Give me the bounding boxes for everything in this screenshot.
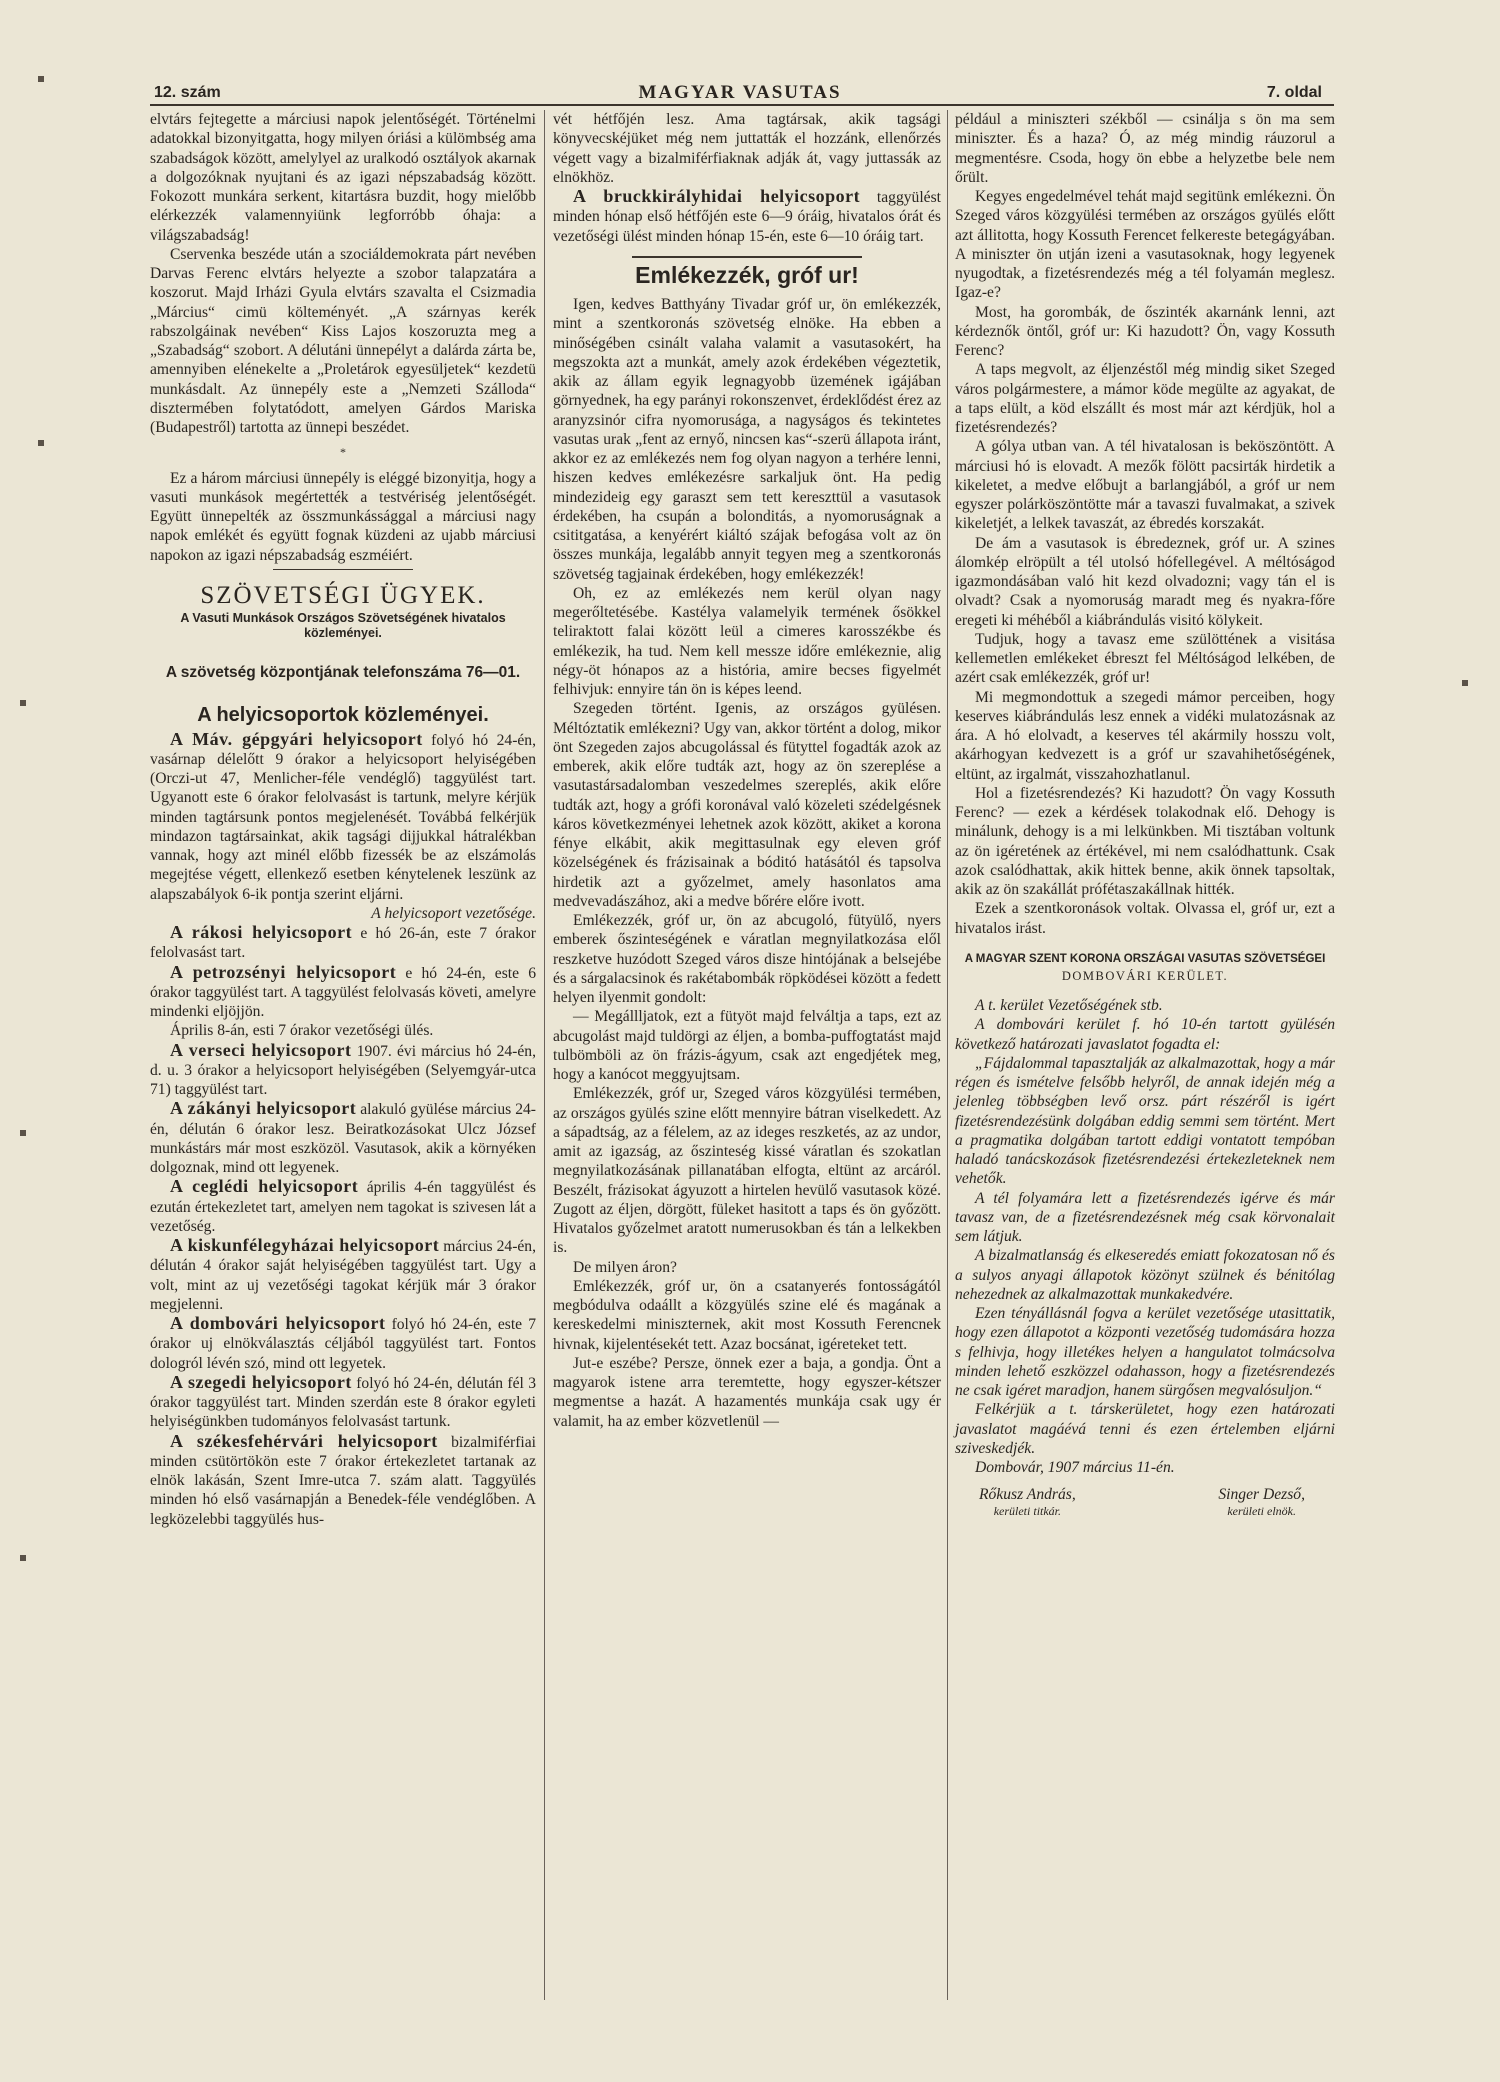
- paragraph: Április 8-án, esti 7 órakor vezetőségi ülés.: [170, 1022, 434, 1040]
- margin-mark: [38, 440, 44, 446]
- letter-paragraph: A dombovári kerület f. hó 10-én tartott gyülésén következő határozati javaslatot fogadta el:: [955, 1016, 1335, 1053]
- subheading: A helyicsoportok közleményei.: [197, 704, 489, 727]
- paragraph: Most, ha gorombák, de őszinték akarnánk lenni, azt kérdeznők öntől, gróf ur: Ki hazudott? Ön, vagy Kossuth Ferenc?: [955, 303, 1335, 359]
- letter-paragraph: „Fájdalommal tapasztalják az alkalmazottak, hogy a már régen és ismételve felsőbb helyről, de annak idején még a jelenleg többségben levő orsz. párt részéről is igért fizetésrendezésünk dolgában eddig semmi sem történt. Mert a pragmatika dolgában tartott eddigi vontatott tempóban haladó tanácskozások fizetésrendezési értekezleteknek nem vehetők.: [955, 1054, 1335, 1188]
- paragraph: Igen, kedves Batthyány Tivadar gróf ur, ön emlékezzék, mint a szentkoronás szövetség elnöke. Ha ebben a minőségében csinált valaha valamit a vasutasokért, ha megszokta azt a munkát, amely azok érdekében végeztetik, akik az állam egyik legnagyobb üzemének igájában görnyednek, ha egy parányi rokonszenvet, érdeklődést érez az aranyzsinór cifra nyomorusága, a nagyságos és tekintetes vasutas urak „fent az ernyő, nincsen kas“-szerü állapota iránt, akkor ez az emlékezés nem fog olyan nagyon a terhére lenni, hiszen kedves emlékezésre sarkaljuk önt. Ha pedig mindezideig egy garaszt sem tett kereszttül a vasutasok érdekében, ha csupán a bolonditás, a nyomoruságnak a csititgatása, a kenyérért kiáltó szájak befogása volt az ön összes munkája, legalább annyit tegyen meg a szentkoronás szövetség tagjainak érdekében, hogy emlékezzék!: [553, 296, 941, 583]
- group-notice: A szegedi helyicsoport folyó hó 24-én, délután fél 3 órakor taggyülést tart. Minden szerdán este 8 órakor egyleti helyiségünkben tudományos felolvasást tartunk.: [150, 1371, 536, 1431]
- paragraph: Emlékezzék, gróf ur, ön a csatanyerés fontosságától megbódulva odaállt a közgyülés szine elé és magának a kereskedelmi miniszternek, akit most Kossuth Ferencnek hivnak, kijelentésekét tett. Azaz bocsánat, igéreteket tett.: [553, 1277, 941, 1353]
- group-notice: A kiskunfélegyházai helyicsoport március 24-én, délután 4 órakor saját helyiségében taggyülést tart. Ugy a volt, mint az uj vezetőségi tagokat kérjük már 3 órakor megjelenni.: [150, 1235, 536, 1313]
- paragraph: Cservenka beszéde után a szociáldemokrata párt nevében Darvas Ferenc elvtárs helyezte a szobor talapzatára a koszorut. Majd Irházi Gyula elvtárs szavalta el Csizmadia „Március“ cimü költeményét. „A szárnyas kerék rabszolgáinak nevében“ Kiss Lajos koszoruzta meg a „Szabadság“ szobort. A délutáni ünnepélyt a dalárda zárta be, amennyiben elénekelte a „Proletárok egyesüljetek“ kezdetü munkásdalt. Az ünnepély este a „Nemzeti Szálloda“ disztermében folytatódott, amelyen Gárdos Mariska (Budapestről) tartotta az ünnepi beszédet.: [150, 245, 536, 436]
- divider: [632, 256, 862, 258]
- section-subtitle: A Vasuti Munkások Országos Szövetségének hivatalos közleményei.: [180, 611, 506, 640]
- group-notice: A rákosi helyicsoport e hó 26-án, este 7 órakor felolvasást tart.: [150, 922, 536, 962]
- letter-paragraph: A bizalmatlanság és elkeseredés emiatt fokozatosan nő és a sulyos anyagi állapotok közönyt szülnek és bénitólag nehezednek az alkalmazottak munkakedvére.: [955, 1247, 1335, 1303]
- divider: [273, 569, 413, 570]
- group-notice: A bruckkirályhidai helyicsoport taggyülést minden hónap első hétfőjén este 6—9 óráig, hivatalos órát és vezetőségi ülést minden hónap 15-én, este 6—10 óráig tart.: [553, 186, 941, 245]
- paragraph: Tudjuk, hogy a tavasz eme szülöttének a visitása kellemetlen emlékeket ébreszt fel Méltóságod lelkében, de azért csak emlékezzék, gróf ur!: [955, 630, 1335, 687]
- signature-president: Singer Dezső, kerületi elnök.: [1218, 1486, 1305, 1518]
- header-rule: [150, 104, 1334, 106]
- phone-notice: A szövetség központjának telefonszáma 76—01.: [165, 664, 521, 681]
- paragraph: Mi megmondottuk a szegedi mámor perceiben, hogy keserves kiábrándulás lesz ennek a vidéki mulatozásnak az ára. A hó elolvadt, a keserves tél akármily hosszu volt, akárhogyan kedvezett is a gróf ur szavahihetőségének, eltünt, az irgalmát, visszahozhatlanul.: [955, 688, 1335, 783]
- column-divider-1: [544, 110, 545, 2000]
- paragraph: Hol a fizetésrendezés? Ki hazudott? Ön vagy Kossuth Ferenc? — ezek a kérdések tolakodnak elő. Dehogy is minálunk, dehogy is a mi lelkünkben. Mi tisztában voltunk az ön igéretének az értékével, mi nem csalódhattunk. Csak azok csalódhattak, akik hittek benne, akik önnek tapsoltak, akik az ön szakállát prófétaszakállnak hitték.: [955, 784, 1335, 898]
- letter-date: Dombovár, 1907 március 11-én.: [975, 1459, 1175, 1476]
- margin-mark: [1462, 680, 1468, 686]
- letter-paragraph: Ezen tényállásnál fogva a kerület vezetősége utasittatik, hogy ezen állapotot a központi vezetőség tudomására hozza s felhivja, hogy illetékes helyen a hangulatot tolmácsolva minden lehető eszközzel odahasson, hogy a fizetésrendezés ne csak igéret maradjon, hanem sürgősen megvalósuljon.“: [955, 1305, 1335, 1399]
- letter-signatures: [955, 1485, 1335, 1517]
- margin-mark: [38, 76, 44, 82]
- paragraph: Szegeden történt. Igenis, az országos gyülésen. Méltóztatik emlékezni? Ugy van, akkor történt a dolog, mikor önt Szegeden zajos abcugolással és fütyttel fogadták azok az emberek, akik előre tudták azt, hogy az ön szereplése a vasutastársadalomban veszedelmes szereplés, akik előre tudták azt, hogy a grófi koronával való közeleti szédelgésnek káros következményei lehetnek azok között, akiket a korona fénye elkábit, akik megittasulnak egy eleven gróf közelségének és frázisainak a bóditó hatásától és tapsolva hirdetik azt a győzelmet, amely hasonlatos ama medvevadászához, aki a medve bőrére előre ivott.: [553, 700, 941, 910]
- letterhead-district: DOMBOVÁRI KERÜLET.: [1061, 968, 1229, 983]
- group-notice: A petrozsényi helyicsoport e hó 24-én, este 6 órakor taggyülést tart. A taggyülést felolvasás követi, amelyre mindenki eljöjjön.: [150, 961, 537, 1020]
- column-3: [955, 110, 1335, 1518]
- group-notice: A dombovári helyicsoport folyó hó 24-én, este 7 órakor uj elnökválasztás céljából taggyülést tart. Fontos dologról lévén szó, mind ott legyetek.: [150, 1313, 536, 1372]
- letter-body: [955, 996, 1335, 1477]
- paragraph: A gólya utban van. A tél hivatalosan is beköszöntött. A márciusi hó is elovadt. A mezők fölött pacsirták hirdetik a kikeletet, a medve előbujt a barlangjából, a gróf ur nem egyszer polárköszöntötte már a tavaszi fuvalmakat, a szivek kikeletjét, a lelkek tavaszát, az ébredés korszakát.: [955, 438, 1335, 533]
- paragraph: Ezek a szentkoronások voltak. Olvassa el, gróf ur, ezt a hivatalos irást.: [955, 900, 1335, 937]
- margin-mark: [20, 1555, 26, 1561]
- margin-mark: [20, 1130, 26, 1136]
- group-signature: A helyicsoport vezetősége.: [371, 904, 536, 922]
- column-divider-2: [947, 110, 948, 2000]
- paragraph: például a miniszteri székből — csinálja s ön ma sem miniszter. És a haza? Ó, az még mindig ráuzorul a megmentésre. Csoda, hogy ön ebbe a helyzetbe bele nem őrült.: [955, 111, 1335, 186]
- column-1: [150, 110, 536, 1529]
- group-notice: A verseci helyicsoport 1907. évi március hó 24-én, d. u. 3 órakor a helyicsoport helyiségében (Selyemgyár-utca 71) taggyülést tart.: [150, 1039, 536, 1098]
- letterhead-org: A MAGYAR SZENT KORONA ORSZÁGAI VASUTAS SZÖVETSÉGEI: [964, 952, 1326, 965]
- letter-salutation: A t. kerület Vezetőségének stb.: [975, 997, 1163, 1014]
- column-2: [553, 110, 941, 1431]
- group-notice: A Máv. gépgyári helyicsoport folyó hó 24-én, vasárnap délelőtt 9 órakor a helyicsoport helyiségében (Orczi-ut 47, Menlicher-féle vendéglő) taggyülést tart. Ugyanott este 6 órakor felolvasást is tartunk, melyre kérjük minden tagtársunk pontos megjelenését. Továbbá felkérjük mindazon tagtársainkat, akik tagsági dijjukkal hátralékban vannak, hogy azt minél előbb fizessék be az elszámolás megejtése végett, ellenkező esetben kénytelenek leszünk az alapszabályok 6-ik pontja szerint eljárni.: [150, 728, 536, 903]
- letter-paragraph: A tél folyamára lett a fizetésrendezés igérve és már tavasz van, de a fizetésrendezésnek még csak körvonalait sem látjuk.: [955, 1189, 1335, 1245]
- paragraph: Kegyes engedelmével tehát majd segitünk emlékezni. Ön Szeged város közgyülési termében az országos gyülés előtt azt állitotta, hogy Kossuth Ferencet felkereste betegágyában. A miniszter ön utján izeni a vasutasoknak, hogy legyenek nyugodtak, a fizetésrendezés még a tél folyamán meglesz. Igaz-e?: [955, 188, 1335, 302]
- group-notice: A székesfehérvári helyicsoport bizalmiférfiai minden csütörtökön este 7 órakor értekezletet tartanak az elnök lakásán, Szent Imre-utca 7. szám alatt. Taggyülés minden hó első vasárnapján a Benedek-féle vendéglőben. A legközelebbi taggyülés hus-: [150, 1430, 536, 1528]
- paragraph: — Megállljatok, ezt a fütyöt majd felváltja a taps, ezt az abcugolást majd tuldörgi az éljen, a bomba-puffogtatást majd tulbömböli az ön frázis-ágyum, csak azt engedjétek meg, hogy a kanócot meggyujtsam.: [553, 1008, 941, 1083]
- paragraph: Jut-e eszébe? Persze, önnek ezer a baja, a gondja. Önt a magyarok istene arra teremtette, hogy egyszer-kétszer megmentse a hazát. A hazamentés munkája csak ugy ér valamit, ha az ember közvetlenül —: [553, 1354, 941, 1430]
- paragraph: Emlékezzék, gróf ur, ön az abcugoló, fütyülő, nyers emberek őszinteségének e váratlan megnyilatkozása elől reszketve huzódott Szeged város disze hintójának a belsejébe és a sárgalacsinok és rakétabombák röpködései között a fedett helyen ilyenmit gondolt:: [553, 912, 941, 1006]
- group-notice: A zákányi helyicsoport alakuló gyülése március 24-én, délután 6 órakor lesz. Beiratkozásokat Ulcz József munkástárs már most eszközöl. Vasutasok, akik a környéken dolgoznak, mind ott legyenek.: [150, 1098, 536, 1176]
- paragraph: Ez a három márciusi ünnepély is eléggé bizonyitja, hogy a vasuti munkások megértették a testvériség jelentőségét. Együtt ünnepelték az összmunkássággal a márciusi nagy napok emlékét és együtt fognak küzdeni az ujabb márciusi napokon az igazi népszabadság eszméiért.: [150, 469, 536, 564]
- masthead-title: MAGYAR VASUTAS: [638, 82, 842, 103]
- paragraph: Oh, ez az emlékezés nem kerül olyan nagy megerőltetésébe. Kastélya valamelyik termének ősökkel teliraktott falai között leül a cimeres karosszékbe és emlékezik, ha tud. Nem kell messze időre emlékeznie, alig négy-öt hónapos az a história, amire becses figyelmét felhivjuk: ennyire tán ön is képes leend.: [553, 584, 941, 698]
- section-title: SZÖVETSÉGI ÜGYEK.: [200, 581, 486, 609]
- page-label: 7. oldal: [1266, 84, 1322, 101]
- paragraph: vét hétfőjén lesz. Ama tagtársak, akik tagsági könyvecskéjüket még nem juttatták el hozzánk, ellenőrzés végett vagy a bizalmiférfiaknak adják át, vagy juttassák az elnökhöz.: [553, 111, 941, 186]
- paragraph: De ám a vasutasok is ébredeznek, gróf ur. A szines álomkép elröpült a tél utolsó hófellegével. A méltóságod igazmondásában való hit kezd olvadozni; vagy tán el is olvadt? Csak a nyomoruság maradt meg és nyakra-főre eregeti ki méhéből a kiábrándulás visitó kölykeit.: [955, 534, 1335, 629]
- separator-star: *: [340, 445, 346, 460]
- letter-paragraph: Felkérjük a t. társkerületet, hogy ezen határozati javaslatot magáévá tenni és ezen értelemben eljárni sziveskedjék.: [955, 1401, 1335, 1457]
- article-title: Emlékezzék, gróf ur!: [635, 261, 859, 288]
- paragraph: Emlékezzék, gróf ur, Szeged város közgyülési termében, az országos gyülés szine előtt mennyire bátran viselkedett. Az a sápadtság, az a félelem, az az ideges reszketés, az az undor, amit az igazság, az őszinteség kissé váratlan és szokatlan megnyilatkozásának pillanatában elfogta, eltünt az arcáról. Beszélt, frázisokat ágyuzott a hirtelen hevülő vasutasok közé. Zugott az éljen, dörgött, füleket hasitott a taps és ön győzött. Hivatalos győzelmet aratott numerusokban és tán a lelkekben is.: [553, 1085, 941, 1257]
- paragraph: elvtárs fejtegette a márciusi napok jelentőségét. Történelmi adatokkal bizonyitgatta, hogy milyen óriási a külömbség ama szabadságok között, amelylyel az uralkodó osztályok akarnak a dolgozóknak nyujtani és az igazi népszabadság között. Fokozott munkára serkent, kitartásra buzdit, hogy mielőbb elérkezzék valamennyiünk legforróbb óhaja: a világszabadság!: [150, 111, 536, 244]
- signature-secretary: Rőkusz András, kerületi titkár.: [979, 1486, 1076, 1518]
- page-number: 12. szám: [154, 84, 221, 101]
- paragraph: A taps megvolt, az éljenzéstől még mindig siket Szeged város polgármestere, a mámor köde megülte az agyakat, de a taps elült, a köd elszállt és most már azt kérdjük, hol a fizetésrendezés?: [955, 361, 1335, 436]
- group-notice: A ceglédi helyicsoport április 4-én taggyülést és ezután értekezletet tart, amelyen nem tagokat is szivesen lát a vezetőség.: [150, 1176, 536, 1235]
- margin-mark: [20, 700, 26, 706]
- paragraph: De milyen áron?: [573, 1258, 677, 1276]
